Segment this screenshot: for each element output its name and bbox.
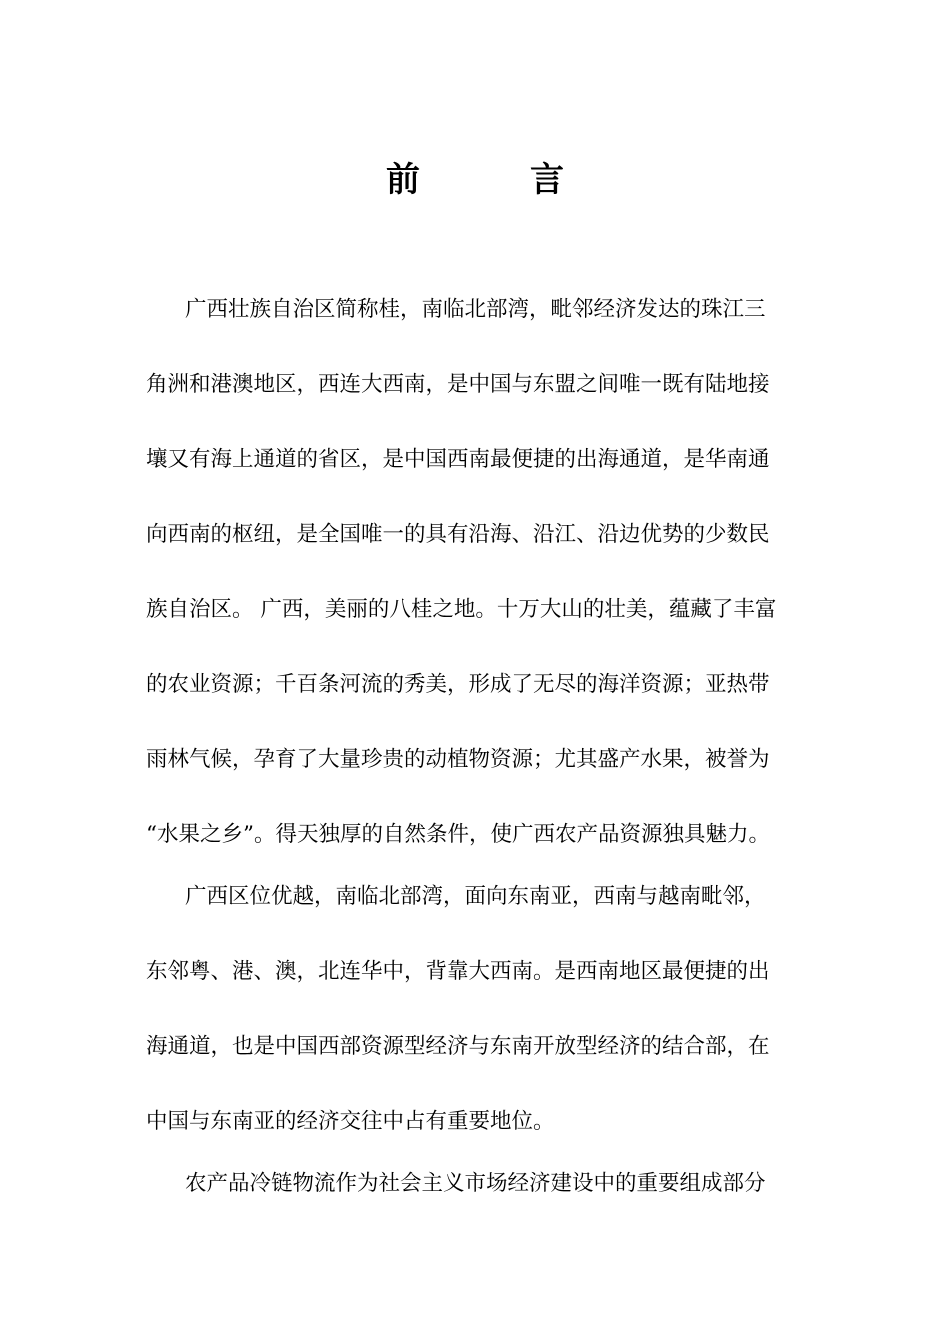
text-line-12: 中国与东南亚的经济交往中占有重要地位。 bbox=[146, 1109, 555, 1134]
text-line-8: “水果之乡”。得天独厚的自然条件，使广西农产品资源独具魅力。 bbox=[146, 822, 770, 847]
page-title: 前 言 bbox=[386, 160, 602, 200]
text-line-10: 东邻粤、港、澳，北连华中，背靠大西南。是西南地区最便捷的出 bbox=[146, 959, 770, 984]
text-line-7: 雨林气候，孕育了大量珍贵的动植物资源；尤其盛产水果，被誉为 bbox=[146, 747, 770, 772]
text-line-1: 广西壮族自治区简称桂，南临北部湾，毗邻经济发达的珠江三 bbox=[185, 297, 766, 322]
text-line-4: 向西南的枢纽，是全国唯一的具有沿海、沿江、沿边优势的少数民 bbox=[146, 522, 770, 547]
text-line-11: 海通道，也是中国西部资源型经济与东南开放型经济的结合部，在 bbox=[146, 1034, 770, 1059]
text-line-13: 农产品冷链物流作为社会主义市场经济建设中的重要组成部分 bbox=[185, 1171, 766, 1196]
text-line-3: 壤又有海上通道的省区，是中国西南最便捷的出海通道，是华南通 bbox=[146, 447, 770, 472]
text-line-5: 族自治区。 广西，美丽的八桂之地。十万大山的壮美，蕴藏了丰富 bbox=[146, 597, 777, 622]
text-line-9: 广西区位优越，南临北部湾，面向东南亚，西南与越南毗邻， bbox=[185, 884, 766, 909]
text-line-2: 角洲和港澳地区，西连大西南，是中国与东盟之间唯一既有陆地接 bbox=[146, 372, 770, 397]
text-line-6: 的农业资源；千百条河流的秀美，形成了无尽的海洋资源；亚热带 bbox=[146, 672, 770, 697]
